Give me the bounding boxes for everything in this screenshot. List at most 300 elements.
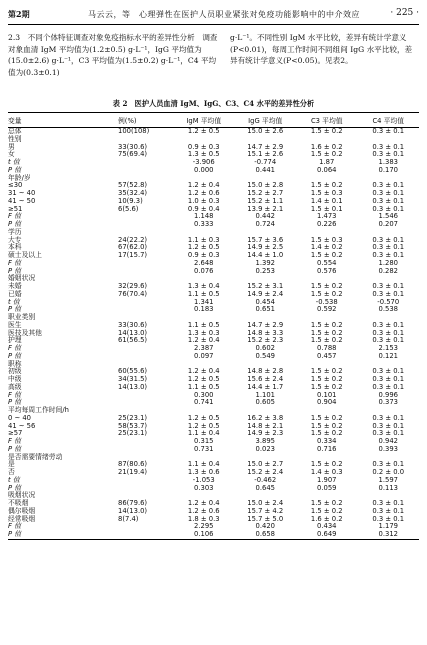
count-cell xyxy=(118,523,173,531)
igg-cell: 15.2 ± 1.1 xyxy=(247,196,284,205)
col-header-c3: C3 平均值 xyxy=(296,113,358,128)
table-row xyxy=(8,438,419,446)
igm-cell: 1.2 ± 0.5 xyxy=(187,421,220,430)
c4-cell: 1.546 xyxy=(378,212,398,221)
variable-cell: t 值 xyxy=(8,475,20,484)
igg-cell: -0.462 xyxy=(254,475,277,484)
igg-cell: 14.9 ± 2.5 xyxy=(247,243,284,252)
table-row xyxy=(8,167,419,175)
table-row xyxy=(8,252,419,260)
count-cell: 14(13.0) xyxy=(118,506,148,515)
right-paragraph: g·L⁻¹。不同性别 IgM 水平比较，差异有统计学意义(P<0.01)，每周工作时间不同组间 IgG 水平比较，差异有统计学意义(P<0.05)。见表2。 xyxy=(230,33,413,65)
igm-cell: 1.1 ± 0.5 xyxy=(187,320,220,329)
igg-cell: 16.2 ± 3.8 xyxy=(247,413,284,422)
igg-cell: 0.442 xyxy=(255,212,275,221)
count-cell: 33(30.6) xyxy=(118,142,148,151)
c4-cell: 0.3 ± 0.1 xyxy=(372,127,405,135)
c3-cell: 1.473 xyxy=(317,212,337,221)
c3-cell: 1.5 ± 0.2 xyxy=(310,251,343,259)
igm-cell: 2.387 xyxy=(194,344,214,352)
igg-cell: 0.441 xyxy=(255,165,275,174)
c4-cell: 0.170 xyxy=(378,165,398,174)
variable-cell: P 值 xyxy=(8,351,22,360)
table-row xyxy=(8,399,419,407)
igg-cell: 14.8 ± 3.3 xyxy=(247,328,284,337)
c4-cell: 1.597 xyxy=(378,475,398,484)
c4-cell: 2.153 xyxy=(378,344,398,352)
count-cell xyxy=(118,268,173,276)
igm-cell: 0.183 xyxy=(194,305,214,314)
count-cell: 86(79.6) xyxy=(118,499,148,507)
variable-cell: 学历 xyxy=(8,227,22,236)
igm-cell: 1.2 ± 0.4 xyxy=(187,336,220,345)
igm-cell: 1.2 ± 0.5 xyxy=(187,413,220,422)
variable-cell: F 值 xyxy=(8,344,21,352)
count-cell: 25(23.1) xyxy=(118,429,148,438)
igg-cell: 0.549 xyxy=(255,351,275,360)
running-header xyxy=(8,6,419,25)
igm-cell: 1.2 ± 0.5 xyxy=(187,243,220,252)
igm-cell: 0.333 xyxy=(194,220,214,228)
count-cell xyxy=(118,392,173,400)
igm-cell: 1.2 ± 0.4 xyxy=(187,499,220,507)
igm-cell: 0.9 ± 0.3 xyxy=(187,251,220,259)
variable-cell: F 值 xyxy=(8,390,21,399)
c3-cell: 1.5 ± 0.2 xyxy=(310,282,343,290)
c4-cell: 0.538 xyxy=(378,305,398,314)
igg-cell: 15.0 ± 2.4 xyxy=(247,499,284,507)
c3-cell: 1.5 ± 0.2 xyxy=(310,328,343,337)
c4-cell: -0.570 xyxy=(377,297,400,306)
variable-cell: 中级 xyxy=(8,375,22,383)
count-cell: 58(53.7) xyxy=(118,421,148,430)
table-row xyxy=(8,523,419,531)
count-cell xyxy=(118,159,173,167)
igm-cell: 1.148 xyxy=(194,212,214,221)
variable-cell: 初级 xyxy=(8,367,22,376)
igm-cell: -1.053 xyxy=(192,475,215,484)
igm-cell: 2.648 xyxy=(194,258,214,267)
variable-cell: P 值 xyxy=(8,398,22,407)
igg-cell: 15.0 ± 2.8 xyxy=(247,181,284,190)
count-cell: 76(70.4) xyxy=(118,289,148,298)
c3-cell: 0.576 xyxy=(317,266,337,275)
variable-cell: F 值 xyxy=(8,437,21,445)
igm-cell: 0.731 xyxy=(194,444,214,453)
igg-cell: 0.658 xyxy=(235,531,297,539)
variable-cell: 平均每周工作时间/h xyxy=(8,406,69,414)
c3-cell: -0.538 xyxy=(315,297,338,306)
igm-cell: 0.076 xyxy=(194,266,214,275)
c4-cell: 0.3 ± 0.1 xyxy=(372,150,405,159)
igg-cell: 0.253 xyxy=(255,266,275,275)
c3-cell: 1.5 ± 0.2 xyxy=(310,289,343,298)
igm-cell: 1.3 ± 0.6 xyxy=(187,468,220,476)
c3-cell: 1.5 ± 0.3 xyxy=(310,235,343,244)
variable-cell: P 值 xyxy=(8,266,22,275)
variable-cell: P 值 xyxy=(8,220,22,228)
variable-cell: 未婚 xyxy=(8,282,22,290)
c4-cell: 0.373 xyxy=(378,398,398,407)
igg-cell: 15.7 ± 5.0 xyxy=(247,514,284,523)
variable-cell: ≥51 xyxy=(8,204,23,213)
variable-cell: 41 ~ 56 xyxy=(8,421,36,430)
igm-cell: 1.0 ± 0.3 xyxy=(187,196,220,205)
c3-cell: 1.4 ± 0.2 xyxy=(310,243,343,252)
igm-cell: 1.3 ± 0.5 xyxy=(187,150,220,159)
count-cell xyxy=(118,485,173,493)
count-cell xyxy=(118,221,173,229)
variable-cell: ≤30 xyxy=(8,181,23,190)
igg-cell: 15.2 ± 3.1 xyxy=(247,282,284,290)
table-row xyxy=(8,531,419,539)
c4-cell: 0.3 ± 0.1 xyxy=(372,282,405,290)
col-header-igm: IgM 平均值 xyxy=(173,113,235,128)
table-row xyxy=(8,268,419,276)
table-row xyxy=(8,213,419,221)
table-row xyxy=(8,337,419,345)
c3-cell: 1.5 ± 0.3 xyxy=(310,189,343,197)
count-cell: 33(30.6) xyxy=(118,320,148,329)
c3-cell: 1.5 ± 0.2 xyxy=(310,367,343,376)
igm-cell: 0.9 ± 0.4 xyxy=(187,204,220,213)
c4-cell: 0.3 ± 0.1 xyxy=(372,204,405,213)
c3-cell: 1.6 ± 0.2 xyxy=(310,514,343,523)
variable-cell: 性别 xyxy=(8,134,22,143)
table-body xyxy=(8,128,419,540)
c4-cell: 0.393 xyxy=(378,444,398,453)
c4-cell: 0.3 ± 0.1 xyxy=(372,243,405,252)
c3-cell: 1.4 ± 0.1 xyxy=(310,196,343,205)
igg-cell: 15.7 ± 4.2 xyxy=(247,506,284,515)
c3-cell: 0.226 xyxy=(317,220,337,228)
igg-cell: 15.7 ± 3.6 xyxy=(247,235,284,244)
right-column xyxy=(230,32,419,67)
igg-cell: 14.7 ± 2.9 xyxy=(247,320,284,329)
igg-cell: 15.0 ± 2.6 xyxy=(247,127,284,135)
c4-cell: 0.3 ± 0.1 xyxy=(372,196,405,205)
count-cell: 6(5.6) xyxy=(118,204,139,213)
variable-cell: ≥57 xyxy=(8,429,23,438)
igm-cell: 0.9 ± 0.3 xyxy=(187,142,220,151)
c4-cell: 0.207 xyxy=(378,220,398,228)
count-cell xyxy=(118,345,173,353)
variable-cell: F 值 xyxy=(8,522,21,531)
count-cell xyxy=(118,306,173,314)
variable-cell: 0 ~ 40 xyxy=(8,413,31,422)
c4-cell: 0.3 ± 0.1 xyxy=(372,514,405,523)
col-header-igg: IgG 平均值 xyxy=(235,113,297,128)
left-paragraph: 2.3 不同个体特征调查对象免疫指标水平的差异性分析 调查对象血清 IgM 平均值为(1.2±0.5) g·L⁻¹，IgG 平均值为(15.0±2.6) g·L⁻¹，C3 平均值为(1.5±0.2) g·L⁻¹，C4 平均值为(0.3±0.1) xyxy=(8,33,218,77)
variable-cell: 女 xyxy=(8,150,15,159)
col-header-count: 例(%) xyxy=(118,113,173,128)
count-cell: 67(62.0) xyxy=(118,243,148,252)
page-number: · 225 · xyxy=(390,8,419,18)
c4-cell: 0.3 ± 0.1 xyxy=(372,382,405,391)
table-row xyxy=(8,516,419,524)
c4-cell: 0.3 ± 0.1 xyxy=(372,506,405,515)
variable-cell: 偶尔吸烟 xyxy=(8,506,36,515)
igg-cell: 0.605 xyxy=(255,398,275,407)
igg-cell: 15.0 ± 2.7 xyxy=(247,460,284,469)
variable-cell: F 值 xyxy=(8,212,21,221)
c4-cell: 0.2 ± 0.0 xyxy=(372,468,405,476)
c3-cell: 1.6 ± 0.2 xyxy=(310,142,343,151)
c4-cell: 1.280 xyxy=(378,258,398,267)
table-header-row xyxy=(8,113,419,128)
c3-cell: 1.4 ± 0.3 xyxy=(310,468,343,476)
table-row xyxy=(8,299,419,307)
table-row xyxy=(8,345,419,353)
c3-cell: 0.434 xyxy=(317,522,337,531)
variable-cell: P 值 xyxy=(8,165,22,174)
c3-cell: 1.5 ± 0.2 xyxy=(310,413,343,422)
igm-cell: 1.2 ± 0.5 xyxy=(187,375,220,383)
igm-cell: 1.2 ± 0.6 xyxy=(187,189,220,197)
count-cell: 32(29.6) xyxy=(118,282,148,290)
igm-cell: -3.906 xyxy=(192,158,215,166)
igm-cell: 1.3 ± 0.3 xyxy=(187,328,220,337)
variable-cell: 41 ~ 50 xyxy=(8,196,36,205)
c3-cell: 1.907 xyxy=(317,475,337,484)
c4-cell: 0.3 ± 0.1 xyxy=(372,328,405,337)
igm-cell: 1.3 ± 0.4 xyxy=(187,282,220,290)
c4-cell: 0.3 ± 0.1 xyxy=(372,375,405,383)
col-header-variable: 变量 xyxy=(8,113,118,128)
variable-cell: P 值 xyxy=(8,531,118,539)
igg-cell: 14.9 ± 2.4 xyxy=(247,289,284,298)
table-caption: 表 2 医护人员血清 IgM、IgG、C3、C4 水平的差异性分析 xyxy=(112,99,315,108)
variable-cell: t 值 xyxy=(8,297,20,306)
count-cell xyxy=(118,353,173,361)
igm-cell: 0.741 xyxy=(194,398,214,407)
igm-cell: 0.097 xyxy=(194,351,214,360)
count-cell xyxy=(118,399,173,407)
c4-cell: 0.3 ± 0.1 xyxy=(372,460,405,469)
variable-cell: 已婚 xyxy=(8,289,22,298)
igm-cell: 0.303 xyxy=(194,483,214,492)
c3-cell: 1.5 ± 0.2 xyxy=(310,499,343,507)
variable-cell: 否 xyxy=(8,468,15,476)
count-cell xyxy=(118,167,173,175)
c4-cell: 0.3 ± 0.1 xyxy=(372,320,405,329)
count-cell xyxy=(118,260,173,268)
c4-cell: 0.3 ± 0.1 xyxy=(372,251,405,259)
c3-cell: 0.457 xyxy=(317,351,337,360)
variable-cell: 职业类别 xyxy=(8,313,36,321)
variable-cell: t 值 xyxy=(8,158,20,166)
count-cell: 61(56.5) xyxy=(118,336,148,345)
c4-cell: 0.3 ± 0.1 xyxy=(372,413,405,422)
c3-cell: 0.064 xyxy=(317,165,337,174)
variable-cell: 是 xyxy=(8,460,15,469)
variable-cell: P 值 xyxy=(8,305,22,314)
c3-cell: 0.059 xyxy=(317,483,337,492)
count-cell: 35(32.4) xyxy=(118,189,148,197)
c3-cell: 0.592 xyxy=(317,305,337,314)
c3-cell: 1.5 ± 0.1 xyxy=(310,204,343,213)
table-row xyxy=(8,384,419,392)
igm-cell: 1.1 ± 0.4 xyxy=(187,429,220,438)
igg-cell: 0.602 xyxy=(255,344,275,352)
igg-cell: 14.8 ± 2.1 xyxy=(247,421,284,430)
count-cell: 17(15.7) xyxy=(118,251,148,259)
table-row xyxy=(8,221,419,229)
variable-cell: 31 ~ 40 xyxy=(8,189,36,197)
variable-cell: 护理 xyxy=(8,336,22,345)
igg-cell: 15.2 ± 2.7 xyxy=(247,189,284,197)
igg-cell: 14.4 ± 1.7 xyxy=(247,382,284,391)
table-row xyxy=(8,485,419,493)
igg-cell: 14.8 ± 2.8 xyxy=(247,367,284,376)
igg-cell: 3.895 xyxy=(255,437,275,445)
variable-cell: 硕士及以上 xyxy=(8,251,42,259)
c4-cell: 0.942 xyxy=(378,437,398,445)
c3-cell: 1.5 ± 0.2 xyxy=(310,336,343,345)
count-cell: 57(52.8) xyxy=(118,181,148,190)
count-cell xyxy=(118,299,173,307)
col-header-c4: C4 平均值 xyxy=(358,113,420,128)
igg-cell: 0.645 xyxy=(255,483,275,492)
variable-cell: 职称 xyxy=(8,359,22,368)
table-row xyxy=(8,306,419,314)
c4-cell: 0.3 ± 0.1 xyxy=(372,142,405,151)
igg-cell: 14.4 ± 1.0 xyxy=(247,251,284,259)
count-cell xyxy=(118,477,173,485)
count-cell: 8(7.4) xyxy=(118,514,139,523)
c3-cell: 0.716 xyxy=(317,444,337,453)
igg-cell: 0.454 xyxy=(255,297,275,306)
c4-cell: 0.282 xyxy=(378,266,398,275)
count-cell xyxy=(118,438,173,446)
igm-cell: 0.315 xyxy=(194,437,214,445)
igm-cell: 1.341 xyxy=(194,297,214,306)
variable-cell: 总体 xyxy=(8,127,22,135)
c4-cell: 0.3 ± 0.1 xyxy=(372,499,405,507)
count-cell: 75(69.4) xyxy=(118,150,148,159)
count-cell: 10(9.3) xyxy=(118,196,143,205)
igg-cell: 0.023 xyxy=(255,444,275,453)
variable-cell: 大专 xyxy=(8,235,22,244)
c3-cell: 1.5 ± 0.2 xyxy=(310,320,343,329)
variable-cell: 高级 xyxy=(8,382,22,391)
igm-cell: 1.8 ± 0.3 xyxy=(187,514,220,523)
table-row xyxy=(8,430,419,438)
c4-cell: 0.3 ± 0.1 xyxy=(372,289,405,298)
count-cell: 14(13.0) xyxy=(118,382,148,391)
variable-cell: 男 xyxy=(8,142,15,151)
igg-cell: 14.9 ± 2.3 xyxy=(247,429,284,438)
igg-cell: 15.2 ± 2.3 xyxy=(247,336,284,345)
variable-cell: 吸烟状况 xyxy=(8,491,36,500)
c4-cell: 0.996 xyxy=(378,390,398,399)
c3-cell: 1.5 ± 0.2 xyxy=(310,460,343,469)
variable-cell: 婚姻状况 xyxy=(8,274,36,283)
c3-cell: 0.554 xyxy=(317,258,337,267)
c4-cell: 0.3 ± 0.1 xyxy=(372,429,405,438)
table-row xyxy=(8,159,419,167)
c3-cell: 1.5 ± 0.2 xyxy=(310,506,343,515)
left-column xyxy=(8,32,218,78)
table-row xyxy=(8,128,419,136)
igg-cell: 0.724 xyxy=(255,220,275,228)
count-cell: 87(80.6) xyxy=(118,460,148,469)
count-cell: 24(22.2) xyxy=(118,235,148,244)
c3-cell: 0.788 xyxy=(317,344,337,352)
c3-cell: 1.5 ± 0.2 xyxy=(310,421,343,430)
running-title: 马云云，等 心理弹性在医护人员职业紧张对免疫功能影响中的中介效应 xyxy=(88,10,360,19)
count-cell xyxy=(118,446,173,454)
count-cell xyxy=(118,531,173,539)
igg-cell: 15.6 ± 2.4 xyxy=(247,375,284,383)
igg-cell: 13.9 ± 2.1 xyxy=(247,204,284,213)
igm-cell: 1.1 ± 0.4 xyxy=(187,460,220,469)
c3-cell: 0.334 xyxy=(317,437,337,445)
table-row xyxy=(8,353,419,361)
variable-cell: P 值 xyxy=(8,444,22,453)
c4-cell: 0.3 ± 0.1 xyxy=(372,336,405,345)
c3-cell: 1.5 ± 0.2 xyxy=(310,429,343,438)
variable-cell: 年龄/岁 xyxy=(8,173,31,182)
igm-cell: 1.2 ± 0.6 xyxy=(187,506,220,515)
igg-cell: 15.2 ± 2.4 xyxy=(247,468,284,476)
igm-cell: 1.2 ± 0.5 xyxy=(187,127,220,135)
igg-cell: 14.7 ± 2.9 xyxy=(247,142,284,151)
igm-cell: 0.106 xyxy=(173,531,235,539)
count-cell: 25(23.1) xyxy=(118,413,148,422)
table-row xyxy=(8,206,419,214)
table-row xyxy=(8,291,419,299)
data-table xyxy=(8,112,419,540)
c4-cell: 0.312 xyxy=(358,531,420,539)
c3-cell: 1.5 ± 0.2 xyxy=(310,375,343,383)
c3-cell: 1.5 ± 0.2 xyxy=(310,382,343,391)
table-row xyxy=(8,446,419,454)
count-cell: 100(108) xyxy=(118,127,150,135)
table-row xyxy=(8,392,419,400)
igg-cell: 0.651 xyxy=(255,305,275,314)
c4-cell: 0.121 xyxy=(378,351,398,360)
table-row xyxy=(8,477,419,485)
igm-cell: 1.2 ± 0.4 xyxy=(187,367,220,376)
table-row xyxy=(8,260,419,268)
c3-cell: 1.87 xyxy=(319,158,335,166)
c4-cell: 0.113 xyxy=(378,483,398,492)
variable-cell: 不吸烟 xyxy=(8,499,29,507)
c3-cell: 1.5 ± 0.2 xyxy=(310,181,343,190)
variable-cell: 医技及其他 xyxy=(8,328,42,337)
c3-cell: 0.904 xyxy=(317,398,337,407)
c4-cell: 0.3 ± 0.1 xyxy=(372,421,405,430)
c3-cell: 1.5 ± 0.2 xyxy=(310,150,343,159)
igg-cell: 1.392 xyxy=(255,258,275,267)
c4-cell: 0.3 ± 0.1 xyxy=(372,189,405,197)
igm-cell: 1.1 ± 0.3 xyxy=(187,235,220,244)
c3-cell: 1.5 ± 0.2 xyxy=(310,127,343,135)
count-cell: 60(55.6) xyxy=(118,367,148,376)
variable-cell: 经常吸烟 xyxy=(8,514,36,523)
c4-cell: 0.3 ± 0.1 xyxy=(372,181,405,190)
variable-cell: F 值 xyxy=(8,258,21,267)
igg-cell: 0.420 xyxy=(255,522,275,531)
igg-cell: -0.774 xyxy=(254,158,277,166)
variable-cell: P 值 xyxy=(8,483,22,492)
igg-cell: 1.101 xyxy=(255,390,275,399)
igm-cell: 1.2 ± 0.4 xyxy=(187,181,220,190)
igm-cell: 0.000 xyxy=(194,165,214,174)
igm-cell: 0.300 xyxy=(194,390,214,399)
c3-cell: 0.101 xyxy=(317,390,337,399)
